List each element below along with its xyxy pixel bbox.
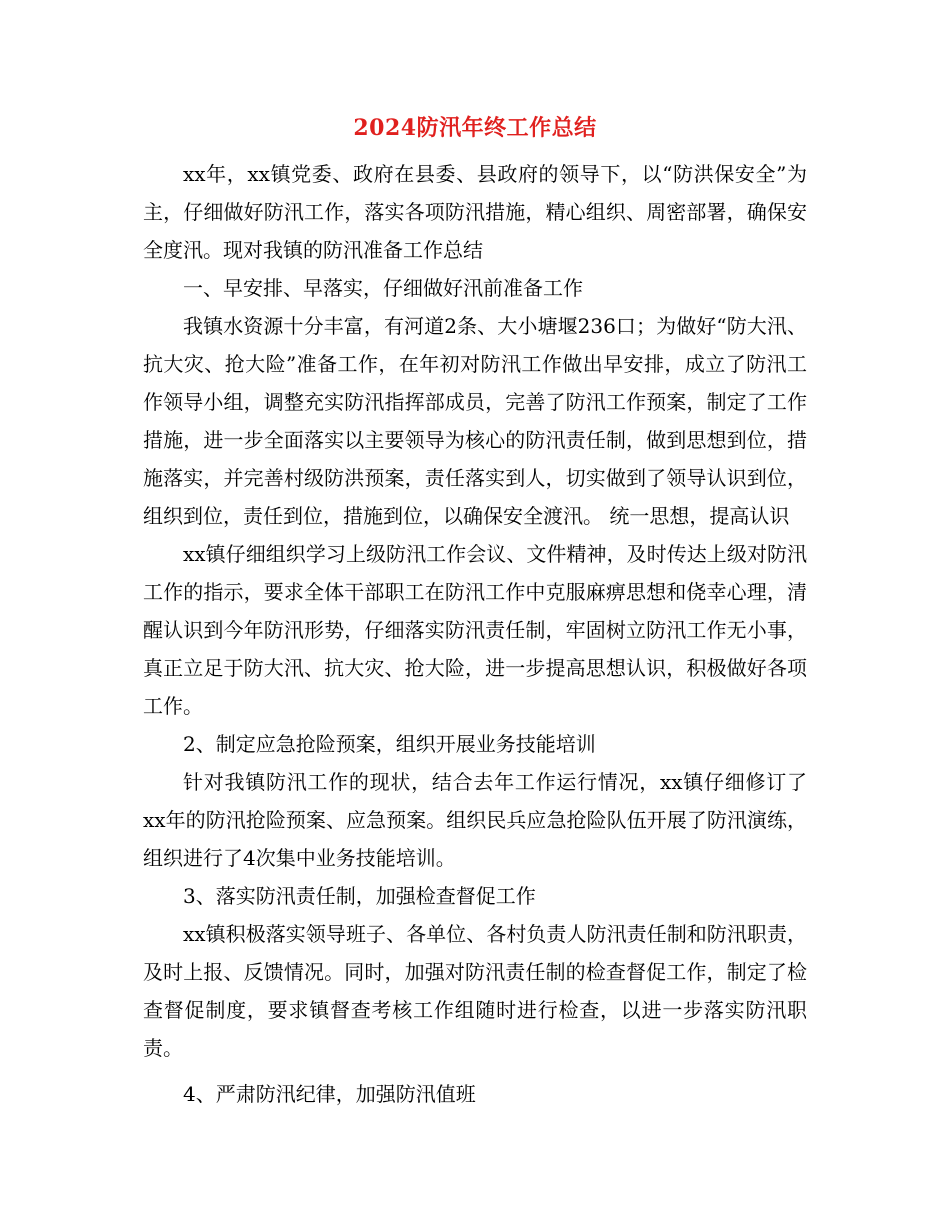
paragraph-intro: xx年，xx镇党委、政府在县委、县政府的领导下，以“防洪保安全”为主，仔细做好防汛工作，落实各项防汛措施，精心组织、周密部署，确保安全度汛。现对我镇的防汛准备工作总结 (143, 162, 807, 262)
paragraph-thinking: xx镇仔细组织学习上级防汛工作会议、文件精神，及时传达上级对防汛工作的指示，要求全体干部职工在防汛工作中克服麻痹思想和侥幸心理，清醒认识到今年防汛形势，仔细落实防汛责任制，牢固树立防汛工作无小事，真正立足于防大汛、抗大灾、抢大险，进一步提高思想认识，积极做好各项工作。 (143, 542, 807, 718)
document-body (143, 155, 807, 1113)
section-heading-4: 4、严肃防汛纪律，加强防汛值班 (183, 1082, 476, 1106)
section-heading-1: 一、早安排、早落实，仔细做好汛前准备工作 (183, 276, 583, 300)
section-heading-2: 2、制定应急抢险预案，组织开展业务技能培训 (183, 732, 596, 756)
paragraph-section-2: 针对我镇防汛工作的现状，结合去年工作运行情况，xx镇仔细修订了xx年的防汛抢险预案、应急预案。组织民兵应急抢险队伍开展了防汛演练，组织进行了4次集中业务技能培训。 (143, 770, 807, 870)
paragraph-section-3: xx镇积极落实领导班子、各单位、各村负责人防汛责任制和防汛职责，及时上报、反馈情况。同时，加强对防汛责任制的检查督促工作，制定了检查督促制度，要求镇督查考核工作组随时进行检查，以进一步落实防汛职责。 (143, 922, 807, 1060)
document-title: 2024防汛年终工作总结 (353, 115, 597, 141)
paragraph-section-1: 我镇水资源十分丰富，有河道2条、大小塘堰236口；为做好“防大汛、抗大灾、抢大险”准备工作，在年初对防汛工作做出早安排，成立了防汛工作领导小组，调整充实防汛指挥部成员，完善了防汛工作预案，制定了工作措施，进一步全面落实以主要领导为核心的防汛责任制，做到思想到位，措施落实，并完善村级防洪预案，责任落实到人，切实做到了领导认识到位，组织到位，责任到位，措施到位，以确保安全渡汛。 统一思想，提高认识 (143, 314, 807, 528)
section-heading-3: 3、落实防汛责任制，加强检查督促工作 (183, 884, 536, 908)
